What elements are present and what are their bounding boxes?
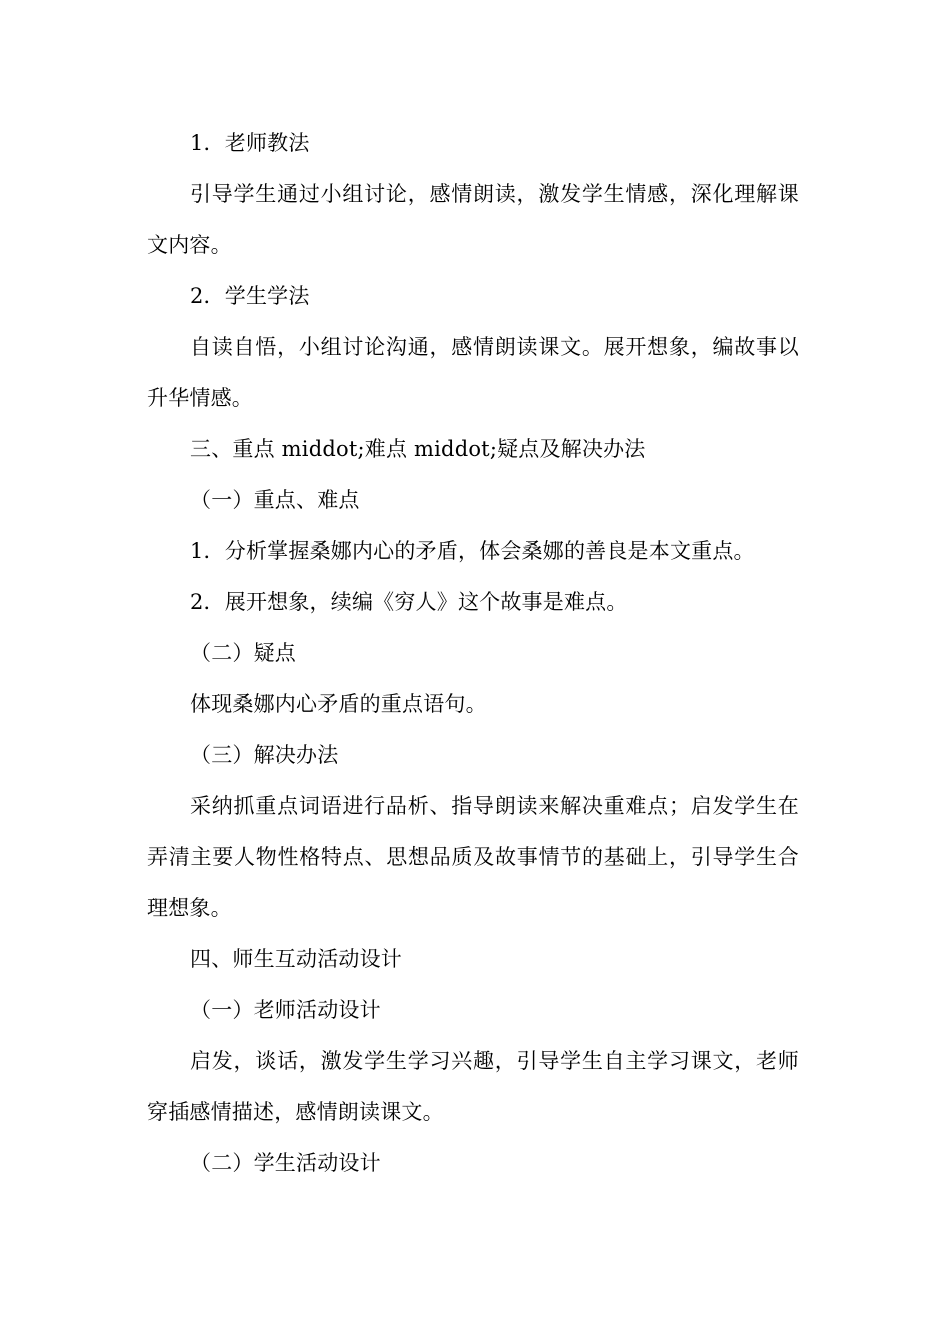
subsection-student-activity-heading: （二）学生活动设计 [190,1151,381,1175]
paragraph-teacher-method-heading: 1．老师教法 [190,131,310,155]
paragraph-solution-text: 采纳抓重点词语进行品析、指导朗读来解决重难点；启发学生在弄清主要人物性格特点、思想品质及故事情节的基础上，引导学生合理想象。 [147,794,799,920]
section-four-heading: 四、师生互动活动设计 [190,947,402,971]
subsection-solution-heading: （三）解决办法 [190,743,339,767]
paragraph-doubt-text: 体现桑娜内心矛盾的重点语句。 [190,692,487,716]
subsection-teacher-activity-heading: （一）老师活动设计 [190,998,381,1022]
paragraph-teacher-activity-text: 启发，谈话，激发学生学习兴趣，引导学生自主学习课文，老师穿插感情描述，感情朗读课文。 [147,1049,799,1124]
subsection-doubt-heading: （二）疑点 [190,641,296,665]
document-body [147,118,799,1189]
paragraph-key-point-1: 1．分析掌握桑娜内心的矛盾，体会桑娜的善良是本文重点。 [190,539,755,563]
subsection-key-difficult-heading: （一）重点、难点 [190,488,360,512]
paragraph-teacher-method-text: 引导学生通过小组讨论，感情朗读，激发学生情感，深化理解课文内容。 [147,182,799,257]
paragraph-student-method-text: 自读自悟，小组讨论沟通，感情朗读课文。展开想象，编故事以升华情感。 [147,335,799,410]
paragraph-key-point-2: 2．展开想象，续编《穷人》这个故事是难点。 [190,590,628,614]
section-three-heading: 三、重点 middot;难点 middot;疑点及解决办法 [190,437,646,461]
paragraph-student-method-heading: 2．学生学法 [190,284,310,308]
